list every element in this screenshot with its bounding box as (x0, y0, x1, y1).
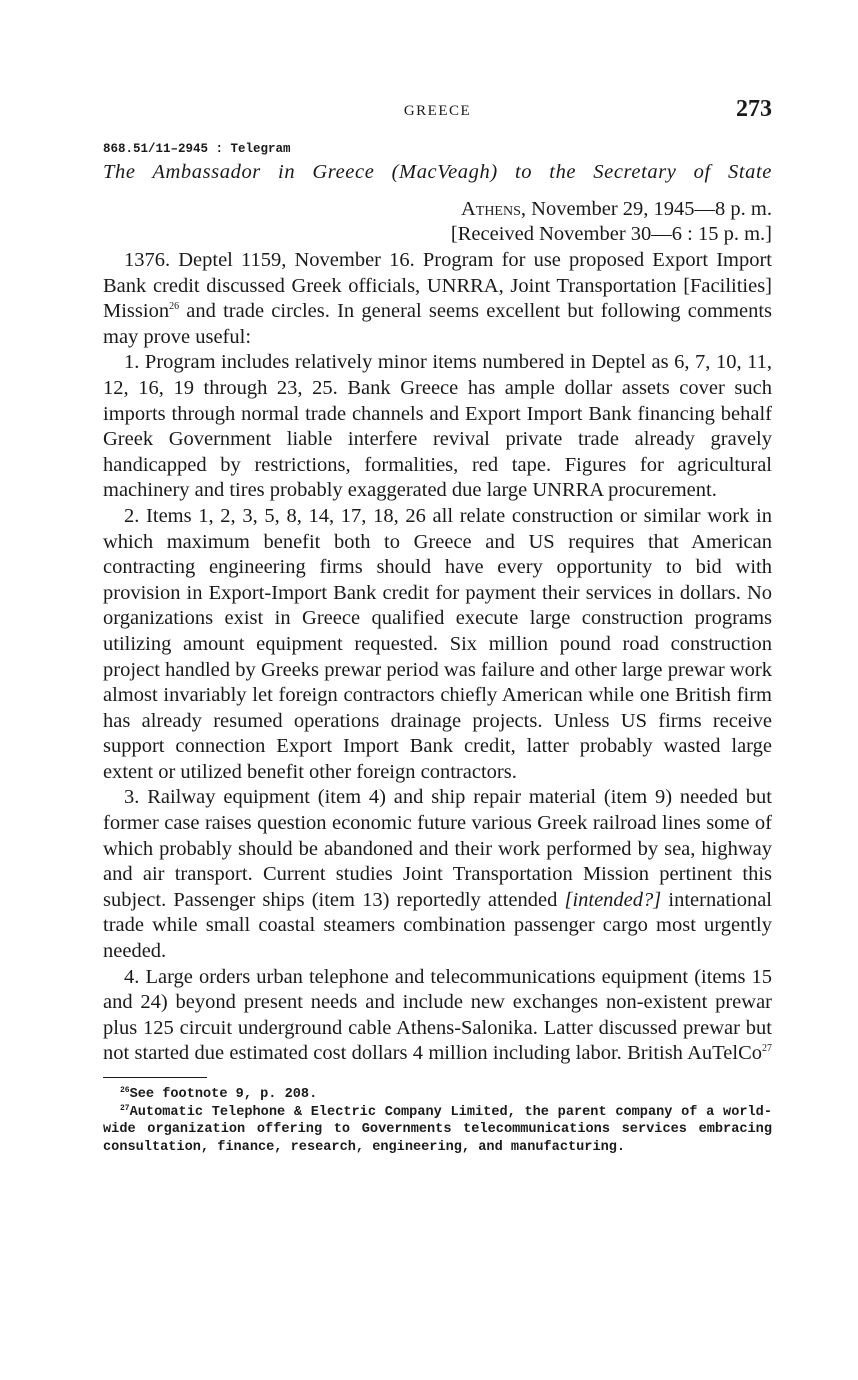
editorial-insertion: [intended?] (564, 888, 662, 911)
footnote-26 (103, 1086, 772, 1104)
paragraph-item-3-text-cont: international trade while small coastal steamers combination passenger cargo most urgently needed. (103, 888, 772, 963)
footnote-number: 27 (120, 1103, 130, 1113)
paragraph-item-4-text: 4. Large orders urban telephone and telecommunications equipment (items 15 and 24) beyond present needs and include new exchanges non-existent prewar plus 125 circuit underground cable Athens-Salonika. Latter discussed prewar but not started due estimated cost dollars 4 million including labor. British AuTelCo (103, 965, 772, 1065)
page-number: 273 (736, 96, 772, 122)
dateline-sent (103, 197, 772, 222)
paragraph-item-3 (103, 785, 772, 964)
dateline (103, 197, 772, 247)
file-reference: 868.51/11–2945 : Telegram (103, 142, 291, 156)
footnote-divider (103, 1077, 207, 1078)
footnotes (103, 1086, 772, 1156)
footnote-ref-26: 26 (169, 301, 180, 313)
paragraph-intro-text-cont: and trade circles. In general seems excellent but following comments may prove useful: (103, 300, 772, 348)
paragraph-item-3-text: 3. Railway equipment (item 4) and ship repair material (item 9) needed but former case raises question economic future various Greek railroad lines some of which probably should be abandoned and their work performed by sea, highway and air transport. Current studies Joint Transportation Mission pertinent this subject. Passenger ships (item 13) reportedly attended (103, 786, 772, 911)
footnote-text: See footnote 9, p. 208. (129, 1087, 318, 1102)
footnote-27 (103, 1104, 772, 1157)
running-title: GREECE (403, 103, 472, 119)
document-page (103, 96, 772, 1156)
telegram-body (103, 248, 772, 1067)
dateline-received: [Received November 30—6 : 15 p. m.] (450, 223, 772, 245)
paragraph-item-2: 2. Items 1, 2, 3, 5, 8, 14, 17, 18, 26 all relate construction or similar work in which maximum benefit both to Greece and US requires that American contracting engineering firms should have every opportunity to bid with provision in Export-Import Bank credit for payment their services in dollars. No organizations exist in Greece qualified execute large construction programs utilizing amount equipment requested. Six million pound road construction project handled by Greeks prewar period was failure and other large prewar work almost invariably let foreign contractors chiefly American while one British firm has already resumed operations drainage projects. Unless US firms receive support connection Export Import Bank credit, latter probably wasted large extent or utilized benefit other foreign contractors. (103, 504, 772, 783)
footnote-ref-27: 27 (762, 1043, 772, 1055)
footnote-text: Automatic Telephone & Electric Company Limited, the parent company of a world-wide organization offering to Governments telecommunications services embracing consultation, finance, research, engineering, and manufacturing. (103, 1104, 772, 1155)
footnote-number: 26 (120, 1086, 130, 1095)
paragraph-item-4 (103, 965, 772, 1067)
paragraph-item-1: 1. Program includes relatively minor items numbered in Deptel as 6, 7, 10, 11, 12, 16, 19 through 23, 25. Bank Greece has ample dollar assets cover such imports through normal trade channels and Export Import Bank financing behalf Greek Government liable interfere revival private trade already gravely handicapped by restrictions, formalities, red tape. Figures for agricultural machinery and tires probably exaggerated due large UNRRA procurement. (103, 351, 772, 502)
paragraph-intro (103, 248, 772, 350)
dateline-place: Athens (460, 198, 521, 220)
paragraph-intro-text: 1376. Deptel 1159, November 16. Program for use proposed Export Import Bank credit discussed Greek officials, UNRRA, Joint Transportation [Facilities] Mission (103, 249, 772, 323)
running-header (103, 96, 772, 126)
document-title: The Ambassador in Greece (MacVeagh) to the Secretary of State (103, 161, 772, 183)
dateline-date: , November 29, 1945—8 p. m. (520, 198, 772, 220)
